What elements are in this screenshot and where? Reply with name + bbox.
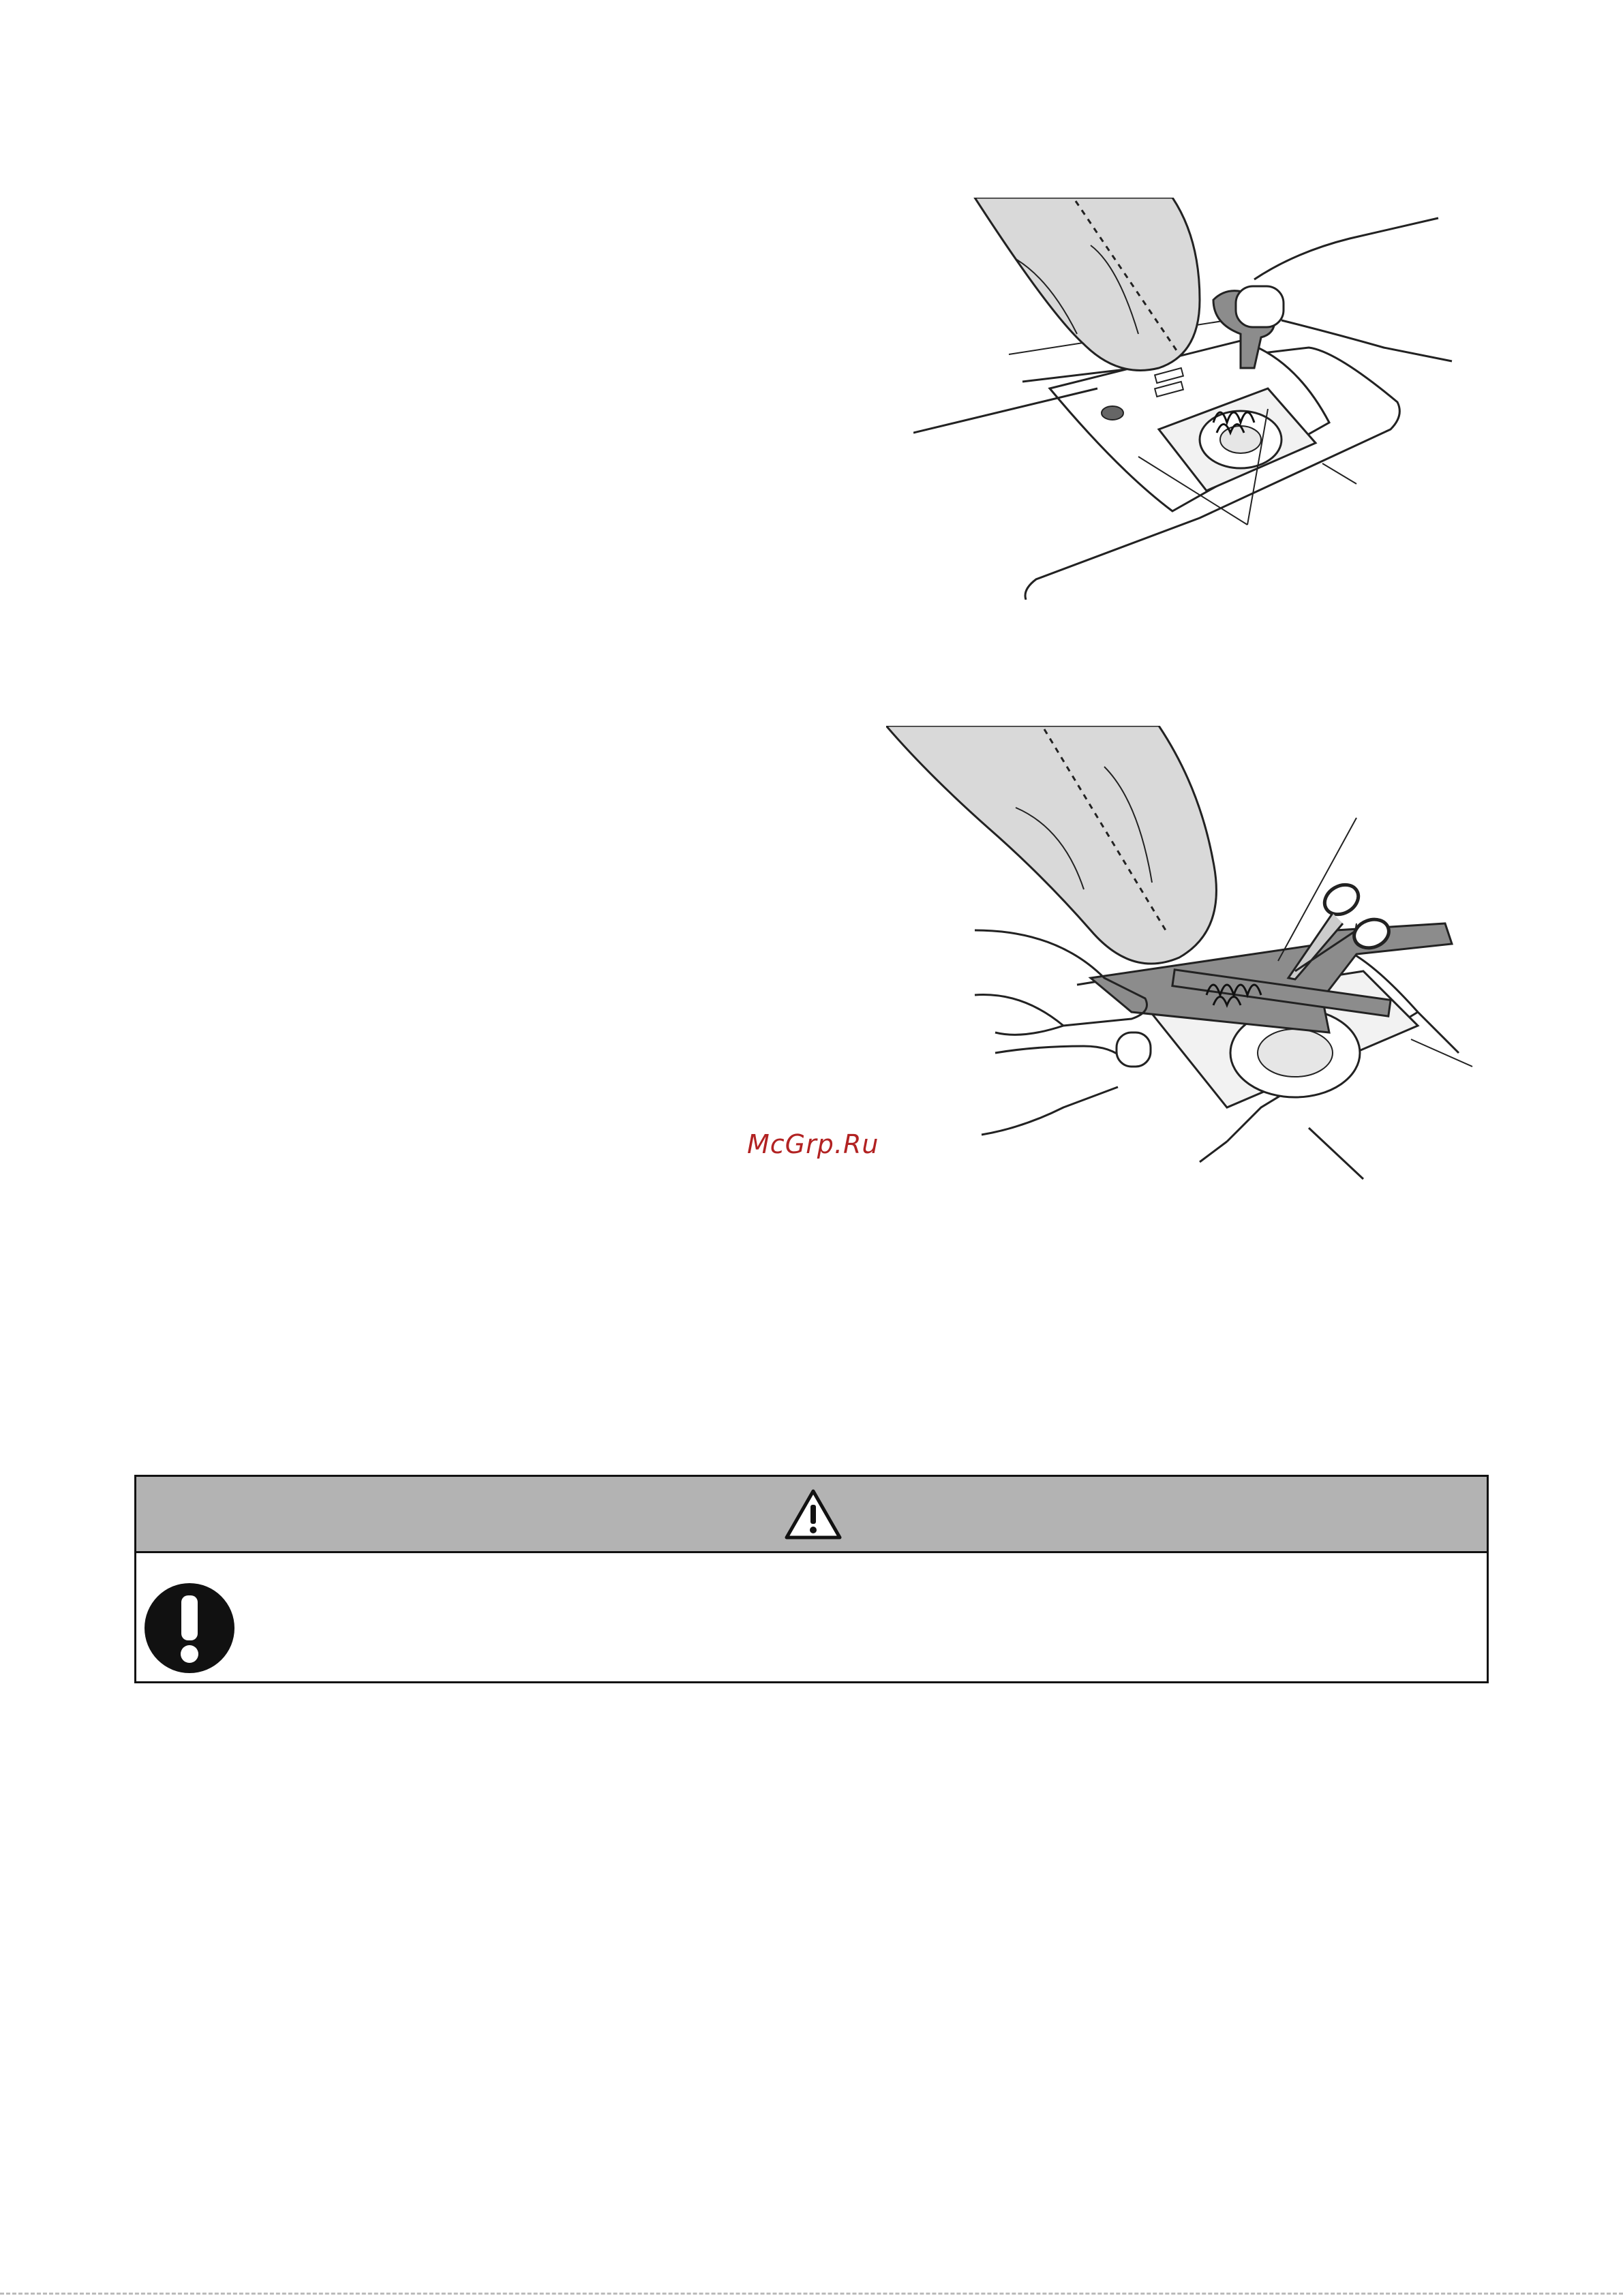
- watermark-text: McGrp.Ru: [747, 1129, 879, 1159]
- thumb-icon: [1236, 286, 1284, 327]
- scissors-icon: [1319, 879, 1363, 921]
- sewing-illustration-1: [913, 198, 1472, 600]
- figure-remove-bobbin-case: [913, 198, 1472, 600]
- figure-cut-threads-with-scissors: [886, 726, 1486, 1189]
- hand-outline: [975, 930, 1147, 1135]
- page-bottom-rule: [0, 2293, 1623, 2295]
- thumb-icon: [1117, 1032, 1151, 1067]
- caution-box: [134, 1475, 1489, 1683]
- bobbin-icon: [1220, 426, 1261, 453]
- caution-body: [136, 1553, 1487, 1681]
- warning-triangle-icon: [784, 1488, 843, 1540]
- pointer-line: [1411, 1039, 1472, 1067]
- fabric-hand-icon: [975, 198, 1200, 370]
- sewing-illustration-2: [886, 726, 1486, 1189]
- fabric-hand-icon: [886, 726, 1216, 964]
- caution-header: [136, 1477, 1487, 1553]
- pointer-line: [1322, 463, 1356, 484]
- bobbin-icon: [1258, 1029, 1333, 1077]
- screw-icon: [1102, 406, 1123, 420]
- hand-outline: [1254, 218, 1452, 361]
- mandatory-exclamation-icon: [143, 1582, 236, 1674]
